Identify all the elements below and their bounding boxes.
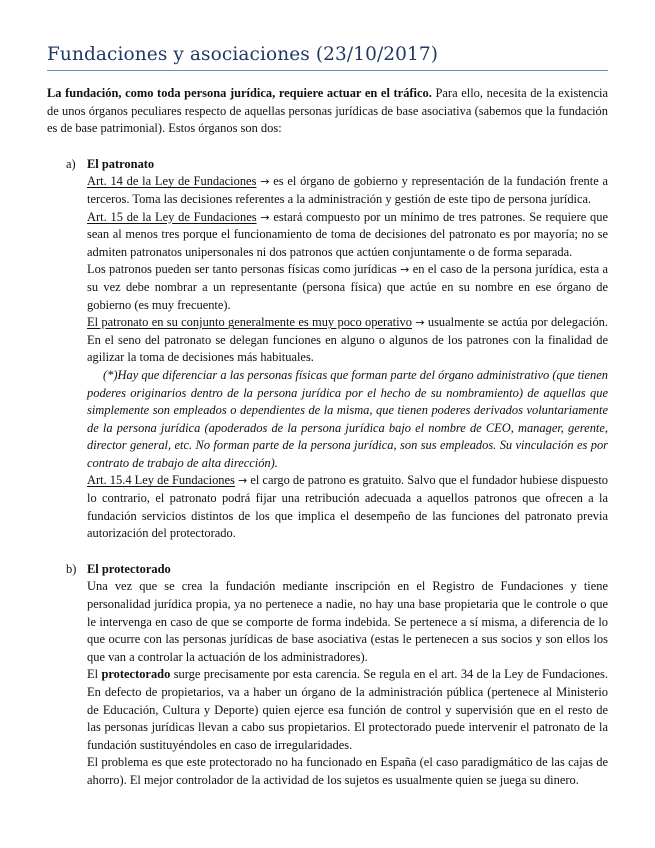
arrow-icon: →	[260, 210, 270, 224]
patronos-text-a: Los patronos pueden ser tanto personas físicas como jurídicas	[87, 262, 401, 277]
intro-bold-sentence: La fundación, como toda persona jurídica, requiere actuar en el tráfico.	[47, 86, 432, 100]
protectorado-problema-paragraph: El problema es que este protectorado no ha funcionado en España (el caso paradigmático de las cajas de ahorro). El mejor controlador de la actividad de los sujetos es usualmente quien se juega su dinero.	[87, 755, 608, 787]
section-b-letter: b)	[66, 561, 77, 576]
intro-text: Para ello, necesita de la existencia de unos órganos peculiares respecto de aquellas personas jurídicas de base asociativa (sabemos que la fundación es de base patrimonial). Estos órganos son dos:	[47, 86, 608, 136]
section-b-title: El protectorado	[87, 561, 171, 576]
delegacion-text: usualmente se actúa por delegación. En el seno del patronato se delegan funciones en alguno o algunos de los patrones con la finalidad de agilizar la toma de decisiones más habituales.	[87, 315, 609, 365]
patronos-personas-paragraph	[87, 261, 608, 314]
page-title: Fundaciones y asociaciones (23/10/2017)	[47, 44, 439, 65]
arrow-icon: →	[400, 263, 410, 277]
protectorado-text-b: surge precisamente por esta carencia. Se regula en el art. 34 de la Ley de Fundaciones. En defecto de propietarios, va a haber un órgano de la administración pública (pertenece al Ministerio de Educación, Cultura y Deporte) quien ejerce esa función de control y supervisión que en el resto de las personas jurídicas llevan a cabo sus propietarios. El protectorado puede intervenir el patronato de la fundación sustituyéndoles en caso de irregularidades.	[87, 667, 608, 752]
section-a-letter: a)	[66, 156, 76, 171]
document-body	[47, 85, 608, 790]
protectorado-text-a: El	[87, 667, 102, 682]
art14-text: es el órgano de gobierno y representación de la fundación frente a terceros. Toma las decisiones referentes a la administración y gestión de este tipo de persona jurídica.	[87, 174, 609, 206]
intro-paragraph	[47, 85, 608, 138]
patronato-art15-paragraph	[87, 209, 608, 262]
section-a-heading	[47, 156, 608, 174]
patronos-text-b: en el caso de la persona jurídica, esta a su vez debe nombrar a un representante (persona física) que actúe en su nombre en ese órgano de gobierno (es muy frecuente).	[87, 262, 608, 312]
protectorado-intro-paragraph: Una vez que se crea la fundación mediante inscripción en el Registro de Fundaciones y tiene personalidad jurídica propia, ya no pertenece a nadie, no hay una base propietaria que le controle o que le intervenga en caso de que se comporte de forma indebida. Se pertenece a sí misma, a diferencia de lo que ocurre con las personas jurídicas de base asociativa (estas le pertenecen a sus socios y son ellos los que van a controlar la actuación de los administradores).	[87, 579, 608, 664]
arrow-icon: →	[415, 316, 425, 330]
section-b-body	[87, 578, 608, 789]
patronato-operativo-reference: El patronato en su conjunto generalmente es muy poco operativo	[87, 315, 412, 330]
section-b-heading	[47, 561, 608, 579]
arrow-icon: →	[260, 175, 270, 189]
patronato-art14-paragraph	[87, 173, 608, 208]
section-a-title: El patronato	[87, 156, 155, 171]
art14-reference: Art. 14 de la Ley de Fundaciones	[87, 174, 257, 189]
patronato-art15-4-paragraph	[87, 472, 608, 542]
protectorado-bold-term: protectorado	[101, 667, 171, 682]
section-a-body	[87, 173, 608, 542]
patronato-delegacion-paragraph	[87, 314, 608, 367]
italic-note-paragraph: (*)Hay que diferenciar a las personas físicas que forman parte del órgano administrativo (que tienen poderes originarios dentro de la persona jurídica por el hecho de su nombramiento) de aquellas que simplemente son empleados o dependientes de la misma, que tienen poderes derivados voluntariamente de la persona jurídica (apoderados de la persona jurídica bajo el nombre de CEO, manager, gerente, director general, etc. No forman parte de la persona jurídica, son sus empleados. Su vinculación es por contrato de trabajo de alta dirección).	[87, 367, 608, 470]
title-underline-rule	[47, 70, 608, 71]
arrow-icon: →	[238, 474, 248, 488]
art15-text: estará compuesto por un mínimo de tres patrones. Se requiere que sean al menos tres porque el funcionamiento de toma de decisiones del patronato es por mayoría; no se admiten patronatos unipersonales ni dos patronos que actúen conjuntamente o de forma separada.	[87, 209, 608, 259]
art15-4-text: el cargo de patrono es gratuito. Salvo que el fundador hubiese dispuesto lo contrario, el patronato podrá fijar una retribución adecuada a aquellos patronos que ofrecen a la fundación servicios distintos de los que implica el desempeño de las funciones del patronato previa autorización del protectorado.	[87, 473, 609, 541]
protectorado-regulacion-paragraph	[87, 666, 608, 754]
art15-4-reference: Art. 15.4 Ley de Fundaciones	[87, 473, 235, 488]
art15-reference: Art. 15 de la Ley de Fundaciones	[87, 209, 257, 224]
